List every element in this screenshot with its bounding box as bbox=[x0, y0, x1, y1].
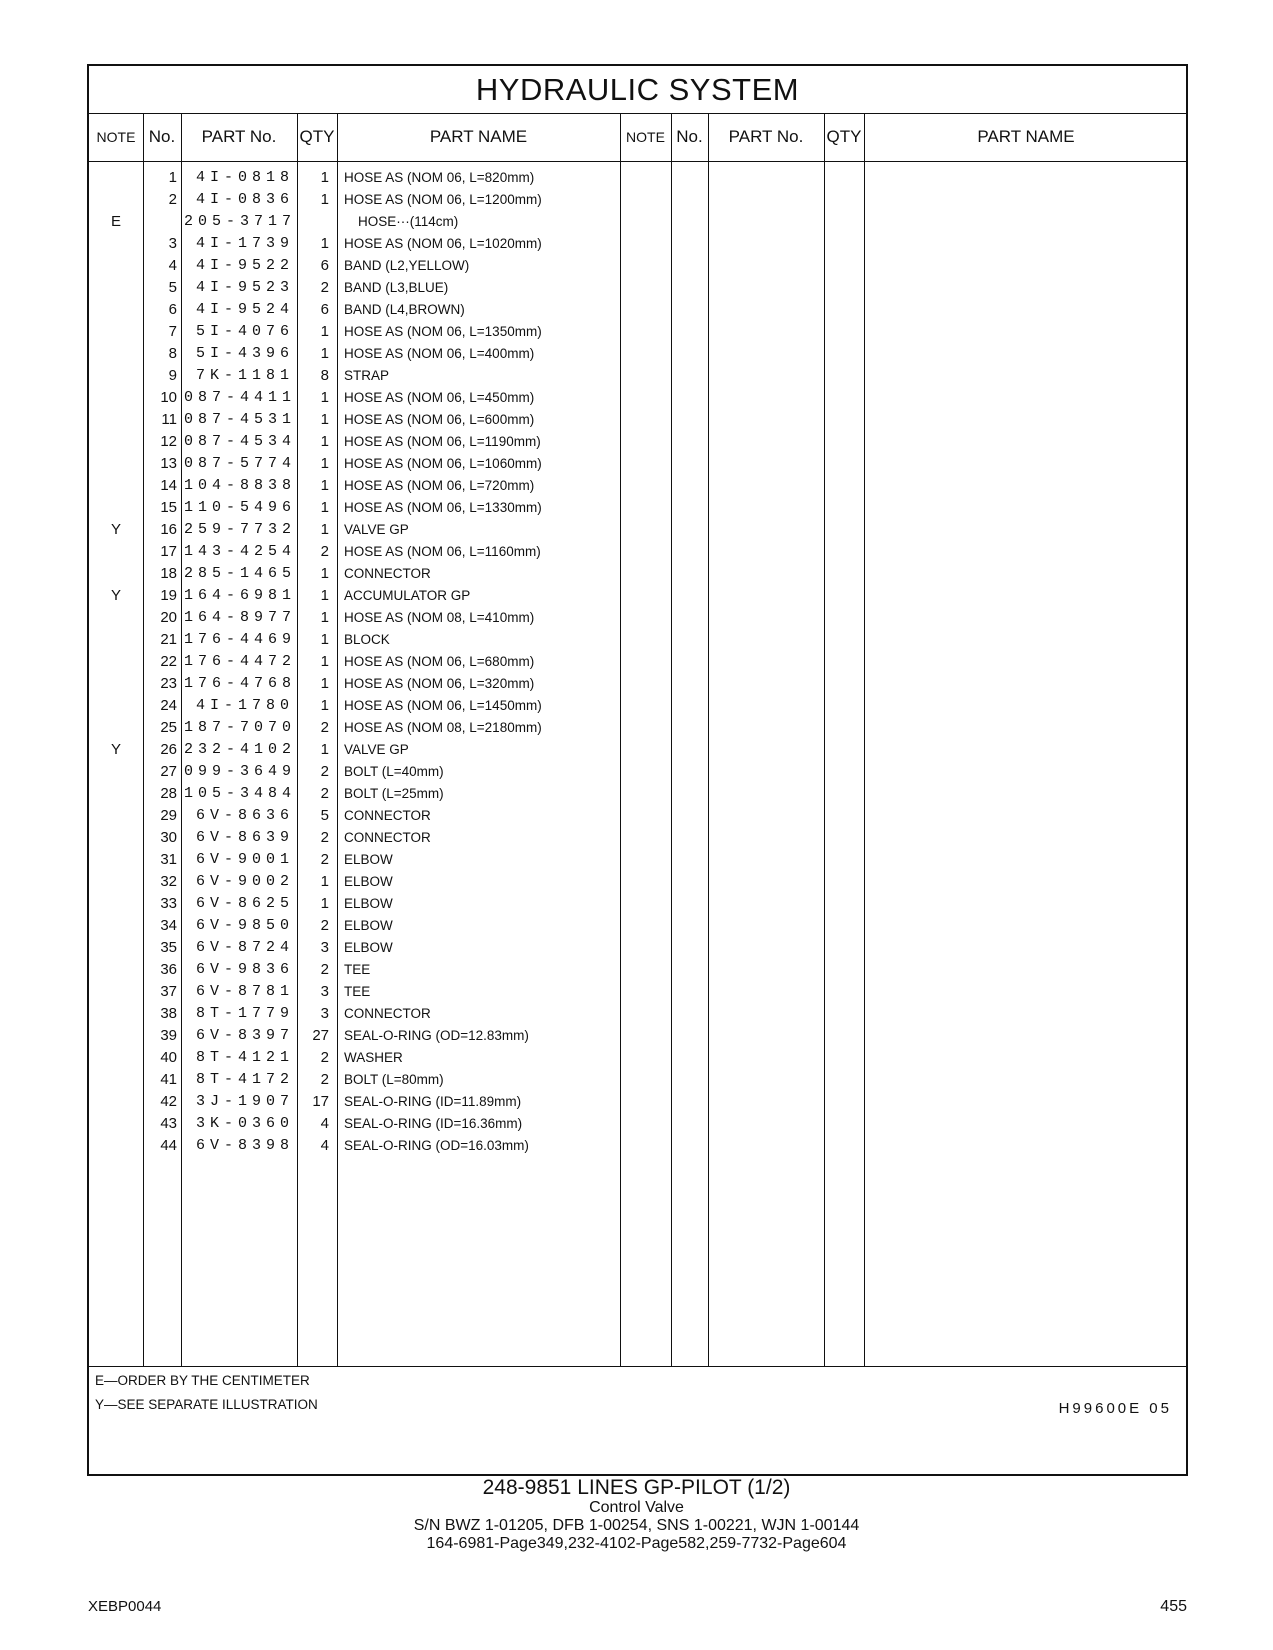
part-name-cell: HOSE AS (NOM 06, L=820mm) bbox=[344, 170, 535, 185]
note-cell bbox=[89, 650, 143, 673]
part-number-cell: 4I-0818 bbox=[195, 169, 294, 186]
item-number-cell: 15 bbox=[160, 499, 177, 516]
item-number-cell: 18 bbox=[160, 565, 177, 582]
part-name-cell: HOSE AS (NOM 06, L=600mm) bbox=[344, 412, 535, 427]
note-cell bbox=[89, 342, 143, 365]
part-number-cell: 104-8838 bbox=[184, 477, 297, 494]
note-cell bbox=[89, 1090, 143, 1113]
table-row bbox=[89, 276, 1186, 299]
table-row bbox=[89, 496, 1186, 519]
note-cell bbox=[89, 694, 143, 717]
item-number-cell: 7 bbox=[168, 323, 177, 340]
part-number-cell: 7K-1181 bbox=[195, 367, 294, 384]
note-cell: Y bbox=[110, 587, 121, 604]
table-row bbox=[89, 474, 1186, 497]
note-cell bbox=[89, 804, 143, 827]
item-number-cell: 33 bbox=[160, 895, 177, 912]
quantity-cell: 8 bbox=[320, 367, 329, 384]
part-name-cell: SEAL-O-RING (ID=11.89mm) bbox=[344, 1094, 522, 1109]
part-name-cell: HOSE AS (NOM 06, L=1450mm) bbox=[344, 698, 542, 713]
part-number-cell: 176-4472 bbox=[184, 653, 297, 670]
note-cell bbox=[89, 188, 143, 211]
note-cell bbox=[89, 386, 143, 409]
part-number-cell: 110-5496 bbox=[184, 499, 297, 516]
table-row bbox=[89, 430, 1186, 453]
part-name-cell: BAND (L2,YELLOW) bbox=[344, 258, 470, 273]
note-cell bbox=[89, 1068, 143, 1091]
part-name-cell: BAND (L3,BLUE) bbox=[344, 280, 449, 295]
part-number-cell: 6V-8625 bbox=[195, 895, 294, 912]
quantity-cell: 5 bbox=[320, 807, 329, 824]
table-row bbox=[89, 188, 1186, 211]
note-cell bbox=[89, 958, 143, 981]
part-name-cell: STRAP bbox=[344, 368, 390, 383]
part-number-cell: 285-1465 bbox=[184, 565, 297, 582]
item-number-cell: 20 bbox=[160, 609, 177, 626]
note-cell bbox=[89, 782, 143, 805]
table-row bbox=[89, 1024, 1186, 1047]
part-name-cell: HOSE AS (NOM 06, L=1020mm) bbox=[344, 236, 542, 251]
note-cell bbox=[89, 848, 143, 871]
note-cell bbox=[89, 364, 143, 387]
group-subtitle: Control Valve bbox=[589, 1499, 684, 1516]
part-number-cell: 6V-9002 bbox=[195, 873, 294, 890]
quantity-cell: 2 bbox=[320, 785, 329, 802]
part-number-cell: 164-6981 bbox=[184, 587, 297, 604]
note-cell bbox=[89, 298, 143, 321]
quantity-cell: 2 bbox=[320, 279, 329, 296]
part-name-cell: HOSE AS (NOM 06, L=450mm) bbox=[344, 390, 535, 405]
item-number-cell: 8 bbox=[168, 345, 177, 362]
part-name-cell: ELBOW bbox=[344, 896, 393, 911]
part-name-cell: ELBOW bbox=[344, 918, 393, 933]
table-row bbox=[89, 826, 1186, 849]
item-number-cell: 10 bbox=[160, 389, 177, 406]
part-name-cell: HOSE AS (NOM 08, L=410mm) bbox=[344, 610, 535, 625]
item-number-cell: 28 bbox=[160, 785, 177, 802]
note-cell bbox=[89, 760, 143, 783]
quantity-cell: 1 bbox=[320, 455, 329, 472]
part-number-cell: 6V-8781 bbox=[195, 983, 294, 1000]
part-name-cell: HOSE AS (NOM 06, L=1350mm) bbox=[344, 324, 542, 339]
part-number-cell: 232-4102 bbox=[184, 741, 297, 758]
item-number-cell: 31 bbox=[160, 851, 177, 868]
part-name-cell: BLOCK bbox=[344, 632, 390, 647]
part-number-cell: 8T-1779 bbox=[195, 1005, 294, 1022]
part-name-cell: HOSE AS (NOM 08, L=2180mm) bbox=[344, 720, 542, 735]
header-no: No. bbox=[148, 127, 176, 146]
table-row bbox=[89, 1134, 1186, 1157]
note-cell bbox=[89, 980, 143, 1003]
part-number-cell: 4I-9523 bbox=[195, 279, 294, 296]
part-number-cell: 087-4531 bbox=[184, 411, 297, 428]
header-qty: QTY bbox=[299, 127, 335, 146]
quantity-cell: 2 bbox=[320, 719, 329, 736]
quantity-cell: 1 bbox=[320, 191, 329, 208]
item-number-cell bbox=[144, 210, 177, 233]
note-cell bbox=[89, 672, 143, 695]
table-row bbox=[89, 958, 1186, 981]
note-cell bbox=[89, 496, 143, 519]
header-note-right: NOTE bbox=[626, 129, 665, 145]
note-cell bbox=[89, 562, 143, 585]
quantity-cell: 1 bbox=[320, 697, 329, 714]
quantity-cell: 2 bbox=[320, 1071, 329, 1088]
part-number-cell: 6V-9850 bbox=[195, 917, 294, 934]
quantity-cell: 1 bbox=[320, 873, 329, 890]
table-row bbox=[89, 848, 1186, 871]
item-number-cell: 30 bbox=[160, 829, 177, 846]
item-number-cell: 23 bbox=[160, 675, 177, 692]
table-row bbox=[89, 980, 1186, 1003]
footnote-e: E—ORDER BY THE CENTIMETER bbox=[95, 1373, 310, 1388]
quantity-cell: 1 bbox=[320, 411, 329, 428]
table-row bbox=[89, 672, 1186, 695]
quantity-cell: 1 bbox=[320, 675, 329, 692]
part-name-cell: VALVE GP bbox=[344, 742, 409, 757]
part-name-cell: CONNECTOR bbox=[344, 808, 431, 823]
quantity-cell: 3 bbox=[320, 939, 329, 956]
item-number-cell: 12 bbox=[160, 433, 177, 450]
note-cell bbox=[89, 430, 143, 453]
note-cell bbox=[89, 826, 143, 849]
quantity-cell: 1 bbox=[320, 433, 329, 450]
part-number-cell: 143-4254 bbox=[184, 543, 297, 560]
table-row bbox=[89, 584, 1186, 607]
quantity-cell: 4 bbox=[320, 1137, 329, 1154]
item-number-cell: 40 bbox=[160, 1049, 177, 1066]
note-cell bbox=[89, 1134, 143, 1157]
table-row bbox=[89, 298, 1186, 321]
quantity-cell: 2 bbox=[320, 543, 329, 560]
part-number-cell: 259-7732 bbox=[184, 521, 297, 538]
quantity-cell: 3 bbox=[320, 1005, 329, 1022]
part-number-cell: 6V-8397 bbox=[195, 1027, 294, 1044]
serial-numbers: S/N BWZ 1-01205, DFB 1-00254, SNS 1-00221, WJN 1-00144 bbox=[413, 1517, 860, 1534]
quantity-cell: 1 bbox=[320, 477, 329, 494]
table-row bbox=[89, 716, 1186, 739]
table-row bbox=[89, 694, 1186, 717]
part-name-cell: TEE bbox=[344, 984, 371, 999]
page-number: 455 bbox=[1160, 1598, 1187, 1615]
quantity-cell: 2 bbox=[320, 851, 329, 868]
part-number-cell: 164-8977 bbox=[184, 609, 297, 626]
item-number-cell: 24 bbox=[160, 697, 177, 714]
note-cell bbox=[89, 870, 143, 893]
part-name-cell: HOSE···(114cm) bbox=[358, 214, 459, 229]
item-number-cell: 3 bbox=[168, 235, 177, 252]
part-name-cell: VALVE GP bbox=[344, 522, 409, 537]
part-name-cell: SEAL-O-RING (OD=12.83mm) bbox=[344, 1028, 529, 1043]
quantity-cell: 1 bbox=[320, 235, 329, 252]
table-row bbox=[89, 166, 1186, 189]
quantity-cell: 2 bbox=[320, 829, 329, 846]
part-name-cell: CONNECTOR bbox=[344, 566, 431, 581]
table-row bbox=[89, 738, 1186, 761]
part-name-cell: ELBOW bbox=[344, 940, 393, 955]
part-name-cell: SEAL-O-RING (OD=16.03mm) bbox=[344, 1138, 529, 1153]
header-part-name-right: PART NAME bbox=[977, 127, 1075, 146]
table-row bbox=[89, 386, 1186, 409]
part-number-cell: 4I-1739 bbox=[195, 235, 294, 252]
table-row bbox=[89, 232, 1186, 255]
quantity-cell: 27 bbox=[312, 1027, 329, 1044]
table-row bbox=[89, 1046, 1186, 1069]
table-row bbox=[89, 760, 1186, 783]
item-number-cell: 35 bbox=[160, 939, 177, 956]
quantity-cell: 2 bbox=[320, 763, 329, 780]
header-part-no-right: PART No. bbox=[728, 127, 804, 146]
part-name-cell: ACCUMULATOR GP bbox=[344, 588, 471, 603]
item-number-cell: 9 bbox=[168, 367, 177, 384]
part-name-cell: HOSE AS (NOM 06, L=1060mm) bbox=[344, 456, 542, 471]
table-row bbox=[89, 936, 1186, 959]
part-number-cell: 176-4768 bbox=[184, 675, 297, 692]
note-cell bbox=[89, 892, 143, 915]
item-number-cell: 36 bbox=[160, 961, 177, 978]
table-row bbox=[89, 210, 1186, 233]
part-name-cell: ELBOW bbox=[344, 874, 393, 889]
note-cell bbox=[89, 1046, 143, 1069]
table-row bbox=[89, 342, 1186, 365]
part-number-cell: 6V-8398 bbox=[195, 1137, 294, 1154]
table-row bbox=[89, 320, 1186, 343]
item-number-cell: 22 bbox=[160, 653, 177, 670]
item-number-cell: 14 bbox=[160, 477, 177, 494]
part-name-cell: TEE bbox=[344, 962, 371, 977]
part-name-cell: HOSE AS (NOM 06, L=320mm) bbox=[344, 676, 535, 691]
part-number-cell: 3K-0360 bbox=[195, 1115, 294, 1132]
part-number-cell: 6V-8636 bbox=[195, 807, 294, 824]
note-cell: Y bbox=[110, 521, 121, 538]
quantity-cell: 2 bbox=[320, 961, 329, 978]
table-row bbox=[89, 364, 1186, 387]
quantity-cell: 1 bbox=[320, 323, 329, 340]
item-number-cell: 2 bbox=[168, 191, 177, 208]
item-number-cell: 1 bbox=[168, 169, 177, 186]
part-name-cell: ELBOW bbox=[344, 852, 393, 867]
table-row bbox=[89, 1112, 1186, 1135]
header-part-name: PART NAME bbox=[429, 127, 528, 146]
item-number-cell: 21 bbox=[160, 631, 177, 648]
note-cell bbox=[89, 452, 143, 475]
part-number-cell: 105-3484 bbox=[184, 785, 297, 802]
part-number-cell: 6V-9001 bbox=[195, 851, 294, 868]
table-row bbox=[89, 628, 1186, 651]
part-number-cell: 3J-1907 bbox=[195, 1093, 294, 1110]
publication-code: XEBP0044 bbox=[88, 1598, 162, 1615]
quantity-cell: 1 bbox=[320, 521, 329, 538]
part-name-cell: BOLT (L=25mm) bbox=[344, 786, 444, 801]
item-number-cell: 26 bbox=[160, 741, 177, 758]
part-number-cell: 8T-4121 bbox=[195, 1049, 294, 1066]
note-cell bbox=[89, 1112, 143, 1135]
header-qty-right: QTY bbox=[826, 127, 862, 146]
item-number-cell: 32 bbox=[160, 873, 177, 890]
item-number-cell: 42 bbox=[160, 1093, 177, 1110]
part-number-cell: 5I-4076 bbox=[195, 323, 294, 340]
quantity-cell: 1 bbox=[320, 499, 329, 516]
quantity-cell: 1 bbox=[320, 741, 329, 758]
note-cell bbox=[89, 716, 143, 739]
table-body-bottom-rule bbox=[89, 1366, 1186, 1367]
document-reference: H99600E 05 bbox=[1058, 1400, 1172, 1417]
table-row bbox=[89, 782, 1186, 805]
header-note: NOTE bbox=[96, 129, 136, 145]
table-row bbox=[89, 254, 1186, 277]
quantity-cell: 1 bbox=[320, 653, 329, 670]
part-name-cell: HOSE AS (NOM 06, L=1160mm) bbox=[344, 544, 541, 559]
quantity-cell: 1 bbox=[320, 631, 329, 648]
note-cell: Y bbox=[110, 741, 121, 758]
note-cell bbox=[89, 1024, 143, 1047]
part-number-cell: 6V-8724 bbox=[195, 939, 294, 956]
item-number-cell: 44 bbox=[160, 1137, 177, 1154]
item-number-cell: 38 bbox=[160, 1005, 177, 1022]
item-number-cell: 16 bbox=[160, 521, 177, 538]
part-number-cell: 4I-9522 bbox=[195, 257, 294, 274]
quantity-cell: 3 bbox=[320, 983, 329, 1000]
part-name-cell: BOLT (L=80mm) bbox=[344, 1072, 444, 1087]
item-number-cell: 29 bbox=[160, 807, 177, 824]
note-cell: E bbox=[110, 213, 121, 230]
note-cell bbox=[89, 936, 143, 959]
item-number-cell: 5 bbox=[168, 279, 177, 296]
item-number-cell: 37 bbox=[160, 983, 177, 1000]
table-header bbox=[89, 113, 1186, 162]
part-name-cell: BAND (L4,BROWN) bbox=[344, 302, 465, 317]
table-row bbox=[89, 562, 1186, 585]
note-cell bbox=[89, 320, 143, 343]
table-row bbox=[89, 804, 1186, 827]
footnote-y: Y—SEE SEPARATE ILLUSTRATION bbox=[95, 1397, 318, 1412]
note-cell bbox=[89, 408, 143, 431]
part-number-cell: 176-4469 bbox=[184, 631, 297, 648]
note-cell bbox=[89, 166, 143, 189]
table-row bbox=[89, 408, 1186, 431]
part-name-cell: HOSE AS (NOM 06, L=1190mm) bbox=[344, 434, 541, 449]
part-name-cell: HOSE AS (NOM 06, L=680mm) bbox=[344, 654, 535, 669]
part-number-cell: 4I-1780 bbox=[195, 697, 294, 714]
item-number-cell: 11 bbox=[161, 411, 177, 428]
page-references: 164-6981-Page349,232-4102-Page582,259-7732-Page604 bbox=[426, 1535, 847, 1552]
part-number-cell: 5I-4396 bbox=[195, 345, 294, 362]
header-no-right: No. bbox=[676, 127, 703, 146]
part-name-cell: CONNECTOR bbox=[344, 1006, 431, 1021]
part-number-cell: 087-4534 bbox=[184, 433, 297, 450]
quantity-cell: 2 bbox=[320, 917, 329, 934]
part-number-cell: 6V-9836 bbox=[195, 961, 294, 978]
item-number-cell: 13 bbox=[160, 455, 177, 472]
note-cell bbox=[89, 1002, 143, 1025]
note-cell bbox=[89, 540, 143, 563]
note-cell bbox=[89, 914, 143, 937]
note-cell bbox=[89, 474, 143, 497]
note-cell bbox=[89, 628, 143, 651]
part-number-cell: 087-5774 bbox=[184, 455, 297, 472]
quantity-cell: 1 bbox=[320, 895, 329, 912]
item-number-cell: 6 bbox=[168, 301, 177, 318]
quantity-cell: 1 bbox=[320, 389, 329, 406]
part-name-cell: WASHER bbox=[344, 1050, 403, 1065]
table-row bbox=[89, 1002, 1186, 1025]
part-name-cell: HOSE AS (NOM 06, L=1330mm) bbox=[344, 500, 542, 515]
quantity-cell: 1 bbox=[320, 609, 329, 626]
table-row bbox=[89, 518, 1186, 541]
note-cell bbox=[89, 232, 143, 255]
quantity-cell: 2 bbox=[320, 1049, 329, 1066]
quantity-cell: 1 bbox=[320, 587, 329, 604]
part-number-cell: 205-3717 bbox=[184, 213, 297, 230]
parts-table-frame bbox=[87, 64, 1188, 1476]
group-title: 248-9851 LINES GP-PILOT (1/2) bbox=[482, 1476, 791, 1499]
part-name-cell: SEAL-O-RING (ID=16.36mm) bbox=[344, 1116, 523, 1131]
item-number-cell: 39 bbox=[160, 1027, 177, 1044]
table-row bbox=[89, 650, 1186, 673]
item-number-cell: 25 bbox=[160, 719, 177, 736]
part-number-cell: 4I-0836 bbox=[195, 191, 294, 208]
note-cell bbox=[89, 254, 143, 277]
item-number-cell: 19 bbox=[160, 587, 177, 604]
item-number-cell: 17 bbox=[160, 543, 177, 560]
note-cell bbox=[89, 276, 143, 299]
part-number-cell: 099-3649 bbox=[184, 763, 297, 780]
quantity-cell: 1 bbox=[320, 345, 329, 362]
part-name-cell: HOSE AS (NOM 06, L=720mm) bbox=[344, 478, 535, 493]
part-name-cell: BOLT (L=40mm) bbox=[344, 764, 444, 779]
quantity-cell: 1 bbox=[320, 565, 329, 582]
part-number-cell: 6V-8639 bbox=[195, 829, 294, 846]
quantity-cell: 4 bbox=[320, 1115, 329, 1132]
part-number-cell: 4I-9524 bbox=[195, 301, 294, 318]
table-row bbox=[89, 1090, 1186, 1113]
note-cell bbox=[89, 606, 143, 629]
table-row bbox=[89, 1068, 1186, 1091]
quantity-cell: 6 bbox=[320, 257, 329, 274]
part-number-cell: 8T-4172 bbox=[195, 1071, 294, 1088]
item-number-cell: 43 bbox=[160, 1115, 177, 1132]
table-row bbox=[89, 606, 1186, 629]
table-row bbox=[89, 914, 1186, 937]
part-number-cell: 187-7070 bbox=[184, 719, 297, 736]
page-title: HYDRAULIC SYSTEM bbox=[89, 66, 1186, 114]
quantity-cell: 17 bbox=[312, 1093, 329, 1110]
quantity-cell: 6 bbox=[320, 301, 329, 318]
part-name-cell: HOSE AS (NOM 06, L=400mm) bbox=[344, 346, 535, 361]
table-row bbox=[89, 540, 1186, 563]
item-number-cell: 41 bbox=[160, 1071, 177, 1088]
item-number-cell: 34 bbox=[160, 917, 177, 934]
item-number-cell: 4 bbox=[168, 257, 177, 274]
header-part-no: PART No. bbox=[201, 127, 277, 146]
quantity-cell bbox=[295, 210, 329, 233]
part-name-cell: CONNECTOR bbox=[344, 830, 431, 845]
item-number-cell: 27 bbox=[160, 763, 177, 780]
part-name-cell: HOSE AS (NOM 06, L=1200mm) bbox=[344, 192, 542, 207]
quantity-cell: 1 bbox=[320, 169, 329, 186]
part-number-cell: 087-4411 bbox=[184, 389, 297, 406]
table-row bbox=[89, 452, 1186, 475]
table-row bbox=[89, 870, 1186, 893]
table-row bbox=[89, 892, 1186, 915]
